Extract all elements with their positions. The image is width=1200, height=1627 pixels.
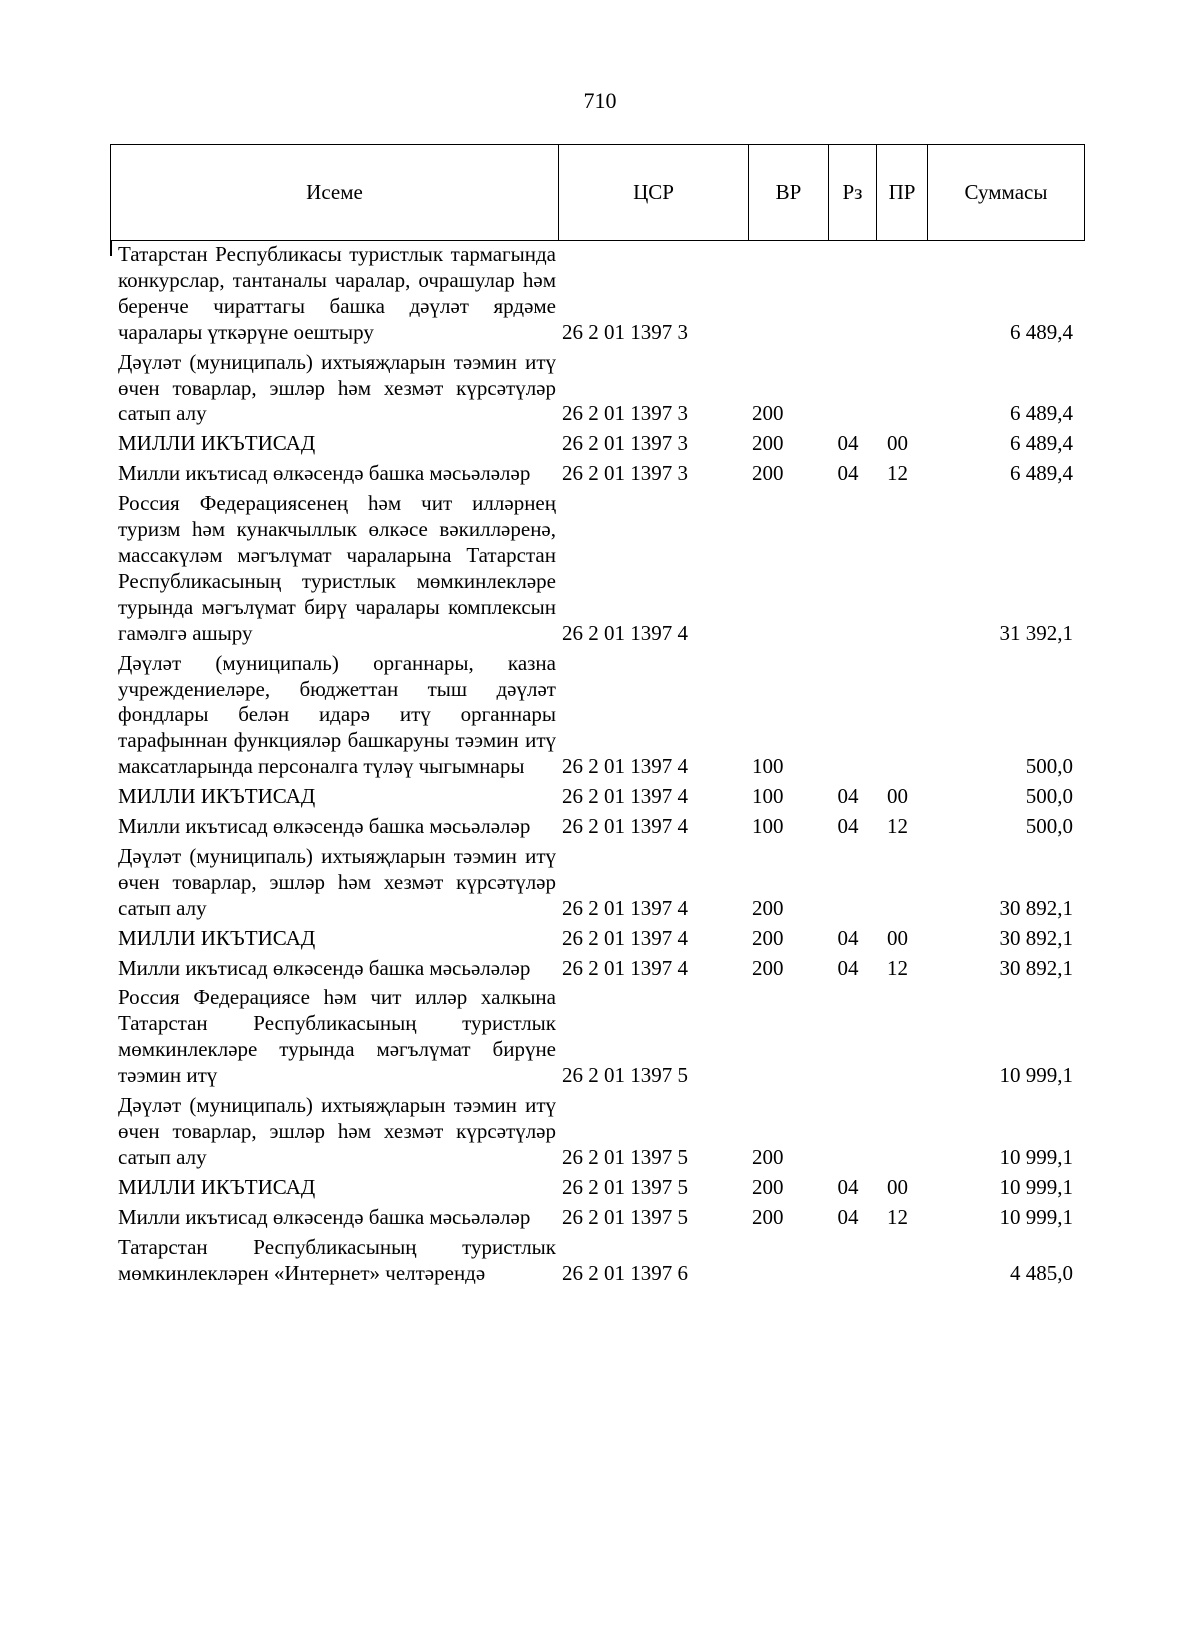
cell-vr: 200 bbox=[752, 955, 784, 980]
cell-name: МИЛЛИ ИКЪТИСАД bbox=[118, 431, 316, 456]
cell-vr: 100 bbox=[752, 754, 784, 779]
cell-csr: 26 2 01 1397 5 bbox=[562, 1063, 688, 1088]
cell-rz: 04 bbox=[837, 431, 859, 456]
cell-vr: 200 bbox=[752, 925, 784, 950]
cell-name: МИЛЛИ ИКЪТИСАД bbox=[118, 1174, 316, 1199]
table-header bbox=[110, 144, 1085, 241]
header-csr: ЦСР bbox=[559, 145, 749, 240]
cell-sum: 6 489,4 bbox=[1010, 401, 1073, 426]
cell-name: Россия Федерациясе һәм чит илләр халкына Татарстан Республикасының туристлык мөмкинлекләре турында мәгълүмат бирүне тәэмин итү bbox=[118, 985, 556, 1088]
cell-vr: 100 bbox=[752, 814, 784, 839]
cell-pr: 00 bbox=[887, 431, 908, 456]
header-sum: Суммасы bbox=[964, 180, 1048, 204]
cell-sum: 10 999,1 bbox=[999, 1204, 1073, 1229]
table-row bbox=[110, 461, 1085, 487]
cell-csr: 26 2 01 1397 3 bbox=[562, 401, 688, 426]
table-row bbox=[110, 956, 1085, 982]
cell-rz: 04 bbox=[837, 1204, 859, 1229]
cell-name: Милли икътисад өлкәсендә башка мәсьәләләр bbox=[118, 814, 531, 839]
cell-sum: 6 489,4 bbox=[1010, 319, 1073, 344]
cell-vr: 200 bbox=[752, 1174, 784, 1199]
cell-name: Милли икътисад өлкәсендә башка мәсьәләләр bbox=[118, 1204, 531, 1229]
cell-csr: 26 2 01 1397 4 bbox=[562, 925, 688, 950]
table-row bbox=[110, 1235, 1085, 1287]
cell-csr: 26 2 01 1397 4 bbox=[562, 895, 688, 920]
cell-csr: 26 2 01 1397 4 bbox=[562, 814, 688, 839]
cell-csr: 26 2 01 1397 4 bbox=[562, 620, 688, 645]
cell-csr: 26 2 01 1397 6 bbox=[562, 1260, 688, 1285]
cell-csr: 26 2 01 1397 5 bbox=[562, 1204, 688, 1229]
cell-csr: 26 2 01 1397 3 bbox=[562, 431, 688, 456]
cell-pr: 00 bbox=[887, 925, 908, 950]
table-row bbox=[110, 844, 1085, 922]
cell-csr: 26 2 01 1397 5 bbox=[562, 1144, 688, 1169]
cell-csr: 26 2 01 1397 4 bbox=[562, 955, 688, 980]
cell-csr: 26 2 01 1397 4 bbox=[562, 754, 688, 779]
cell-name: Дәүләт (муниципаль) ихтыяҗларын тәэмин итү өчен товарлар, эшләр һәм хезмәт күрсәтүләр сатып алу bbox=[118, 349, 556, 426]
cell-sum: 500,0 bbox=[1025, 784, 1073, 809]
cell-vr: 200 bbox=[752, 461, 784, 486]
header-vr: ВР bbox=[749, 145, 829, 240]
cell-rz: 04 bbox=[837, 1174, 859, 1199]
cell-vr: 200 bbox=[752, 401, 784, 426]
cell-sum: 31 392,1 bbox=[999, 620, 1073, 645]
cell-sum: 30 892,1 bbox=[999, 895, 1073, 920]
table-row bbox=[110, 1205, 1085, 1231]
cell-pr: 00 bbox=[887, 784, 908, 809]
cell-name: Милли икътисад өлкәсендә башка мәсьәләләр bbox=[118, 955, 531, 980]
cell-name: Татарстан Республикасы туристлык тармагында конкурслар, тантаналы чаралар, очрашулар һәм беренче чираттагы башка дәүләт ярдәме чаралары үткәрүне оештыру bbox=[118, 242, 556, 344]
cell-name: МИЛЛИ ИКЪТИСАД bbox=[118, 784, 316, 809]
table-row bbox=[110, 350, 1085, 428]
cell-sum: 500,0 bbox=[1025, 814, 1073, 839]
cell-name: Дәүләт (муниципаль) ихтыяҗларын тәэмин итү өчен товарлар, эшләр һәм хезмәт күрсәтүләр сатып алу bbox=[118, 843, 556, 920]
table-row bbox=[110, 784, 1085, 810]
table-row bbox=[110, 651, 1085, 781]
header-name: Исеме bbox=[111, 145, 559, 240]
header-rz: Рз bbox=[829, 145, 877, 240]
table-body bbox=[110, 242, 1085, 1290]
cell-rz: 04 bbox=[837, 955, 859, 980]
cell-sum: 10 999,1 bbox=[999, 1174, 1073, 1199]
cell-vr: 200 bbox=[752, 1144, 784, 1169]
cell-sum: 6 489,4 bbox=[1010, 461, 1073, 486]
cell-sum: 500,0 bbox=[1025, 754, 1073, 779]
cell-sum: 4 485,0 bbox=[1010, 1260, 1073, 1285]
cell-csr: 26 2 01 1397 5 bbox=[562, 1174, 688, 1199]
cell-sum: 10 999,1 bbox=[999, 1063, 1073, 1088]
cell-csr: 26 2 01 1397 3 bbox=[562, 461, 688, 486]
cell-rz: 04 bbox=[837, 814, 859, 839]
cell-pr: 12 bbox=[887, 461, 908, 486]
cell-rz: 04 bbox=[837, 925, 859, 950]
cell-sum: 30 892,1 bbox=[999, 925, 1073, 950]
cell-sum: 30 892,1 bbox=[999, 955, 1073, 980]
table-row bbox=[110, 431, 1085, 457]
cell-csr: 26 2 01 1397 4 bbox=[562, 784, 688, 809]
table-row bbox=[110, 1093, 1085, 1171]
cell-pr: 00 bbox=[887, 1174, 908, 1199]
cell-csr: 26 2 01 1397 3 bbox=[562, 319, 688, 344]
cell-name: Татарстан Республикасының туристлык мөмкинлекләрен «Интернет» челтәрендә bbox=[118, 1234, 556, 1285]
cell-name: МИЛЛИ ИКЪТИСАД bbox=[118, 925, 316, 950]
header-pr: ПР bbox=[877, 145, 928, 240]
page-number: 710 bbox=[583, 88, 617, 113]
cell-pr: 12 bbox=[887, 814, 908, 839]
cell-vr: 200 bbox=[752, 895, 784, 920]
cell-rz: 04 bbox=[837, 784, 859, 809]
table-row bbox=[110, 926, 1085, 952]
table-row bbox=[110, 242, 1085, 346]
table-row bbox=[110, 814, 1085, 840]
cell-name: Дәүләт (муниципаль) ихтыяҗларын тәэмин итү өчен товарлар, эшләр һәм хезмәт күрсәтүләр сатып алу bbox=[118, 1093, 556, 1169]
cell-pr: 12 bbox=[887, 1204, 908, 1229]
table-row bbox=[110, 491, 1085, 646]
cell-sum: 6 489,4 bbox=[1010, 431, 1073, 456]
cell-rz: 04 bbox=[837, 461, 859, 486]
cell-pr: 12 bbox=[887, 955, 908, 980]
table-row bbox=[110, 985, 1085, 1089]
cell-name: Милли икътисад өлкәсендә башка мәсьәләләр bbox=[118, 461, 531, 486]
cell-name: Россия Федерациясенең һәм чит илләрнең туризм һәм кунакчыллык өлкәсе вәкилләренә, массакүләм мәгълүмат чараларына Татарстан Республикасының туристлык мөмкинлекләре турында мәгълүмат бирү чаралары комплексын гамәлгә ашыру bbox=[118, 491, 556, 645]
cell-vr: 200 bbox=[752, 431, 784, 456]
cell-sum: 10 999,1 bbox=[999, 1144, 1073, 1169]
cell-name: Дәүләт (муниципаль) органнары, казна учреждениеләре, бюджеттан тыш дәүләт фондлары белән идарә итү органнары тарафыннан функцияләр башкаруны тәэмин итү максатларында персоналга түләү чыгымнары bbox=[118, 650, 556, 779]
cell-vr: 200 bbox=[752, 1204, 784, 1229]
table-row bbox=[110, 1175, 1085, 1201]
cell-vr: 100 bbox=[752, 784, 784, 809]
